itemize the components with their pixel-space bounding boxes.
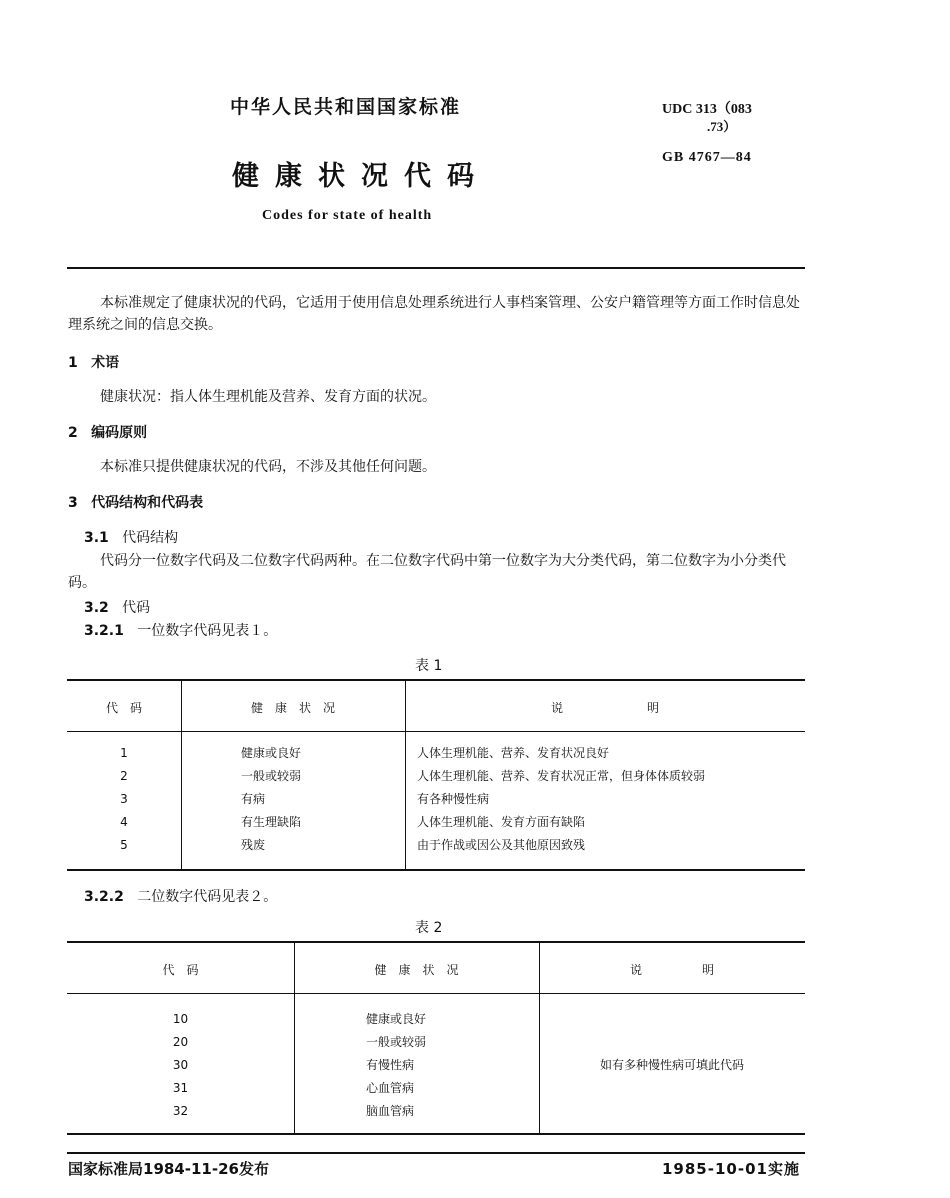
description-cell: 有各种慢性病 (417, 792, 490, 806)
state-cell: 有病 (241, 792, 266, 806)
table-row (67, 741, 805, 764)
section-title: 代码 (122, 600, 151, 616)
table-row (67, 833, 805, 856)
code-cell: 32 (172, 1103, 189, 1118)
column-header: 说 明 (550, 700, 659, 715)
section-1-text: 健康状况：指人体生理机能及营养、发育方面的状况。 (100, 389, 436, 405)
description-cell: 人体生理机能、营养、发育状况良好 (417, 746, 610, 760)
section-1-heading (68, 352, 806, 374)
state-cell: 脑血管病 (366, 1104, 415, 1118)
code-cell: 5 (120, 837, 128, 852)
section-3-1-text: 代码分一位数字代码及二位数字代码两种。在二位数字代码中第一位数字为大分类代码，第二位数字为小分类代码。 (68, 553, 786, 592)
gb-number: GB 4767—84 (662, 150, 752, 165)
section-title: 代码结构 (122, 530, 179, 546)
state-cell: 健康或良好 (366, 1012, 427, 1026)
code-cell: 30 (172, 1057, 189, 1072)
state-cell: 一般或较弱 (366, 1035, 427, 1049)
table-1-bottom-rule (67, 869, 805, 871)
code-cell: 4 (120, 814, 128, 829)
description-cell: 由于作战或因公及其他原因致残 (417, 838, 586, 852)
section-3-2-2-heading (68, 886, 806, 908)
intro-paragraph: 本标准规定了健康状况的代码，它适用于使用信息处理系统进行人事档案管理、公安户籍管理等方面工作时信息处理系统之间的信息交换。 (68, 295, 800, 334)
state-cell: 残废 (241, 838, 266, 852)
section-title: 编码原则 (91, 425, 148, 441)
section-number: 3 (68, 495, 78, 511)
code-cell: 3 (120, 791, 128, 806)
section-2-heading (68, 422, 806, 444)
column-header: 代 码 (105, 700, 142, 715)
table-2 (67, 943, 805, 1122)
table-row (67, 810, 805, 833)
description-cell: 人体生理机能、营养、发育状况正常，但身体体质较弱 (417, 769, 706, 783)
table-header-row (67, 943, 805, 995)
section-3-heading (68, 492, 806, 514)
footer-rule (67, 1152, 805, 1154)
column-header: 健 康 状 况 (250, 700, 335, 715)
section-3-1-heading (68, 527, 806, 549)
section-2-text: 本标准只提供健康状况的代码，不涉及其他任何问题。 (100, 459, 436, 475)
state-cell: 心血管病 (366, 1081, 415, 1095)
column-header: 说 明 (629, 962, 714, 977)
section-3-2-1-heading (68, 620, 806, 642)
state-cell: 有生理缺陷 (241, 815, 302, 829)
header-rule (67, 267, 805, 269)
table-1-caption: 表 1 (415, 658, 443, 674)
table-1 (67, 681, 805, 856)
description-cell: 人体生理机能、发育方面有缺陷 (417, 815, 586, 829)
state-cell: 健康或良好 (241, 746, 302, 760)
section-title: 术语 (91, 355, 120, 371)
code-cell: 20 (172, 1034, 189, 1049)
section-number: 1 (68, 355, 78, 371)
description-cell: 如有多种慢性病可填此代码 (599, 1058, 744, 1072)
section-number: 3.2.2 (84, 889, 124, 905)
section-number: 2 (68, 425, 78, 441)
issue-date: 国家标准局1984-11-26发布 (68, 1160, 269, 1178)
table-2-caption: 表 2 (415, 920, 443, 936)
table-row (67, 764, 805, 787)
udc-code-line1: UDC 313（083 (662, 102, 752, 117)
code-cell: 2 (120, 768, 128, 783)
column-header: 代 码 (162, 962, 199, 977)
state-cell: 一般或较弱 (241, 769, 302, 783)
table-header-row (67, 681, 805, 733)
document-title: 健康状况代码 (232, 161, 490, 192)
section-3-2-heading (68, 597, 806, 619)
section-text: 二位数字代码见表２。 (137, 889, 278, 905)
table-row (67, 787, 805, 810)
standard-type: 中华人民共和国国家标准 (230, 96, 462, 118)
section-number: 3.1 (84, 530, 109, 546)
section-text: 一位数字代码见表１。 (137, 623, 278, 639)
section-title: 代码结构和代码表 (91, 495, 204, 511)
section-number: 3.2 (84, 600, 109, 616)
table-2-bottom-rule (67, 1133, 805, 1135)
code-cell: 1 (120, 745, 128, 760)
code-cell: 31 (172, 1080, 189, 1095)
code-cell: 10 (172, 1011, 189, 1026)
effective-date: 1985-10-01实施 (662, 1160, 800, 1178)
column-header: 健 康 状 况 (374, 962, 459, 977)
section-number: 3.2.1 (84, 623, 124, 639)
document-subtitle: Codes for state of health (262, 208, 433, 223)
state-cell: 有慢性病 (366, 1058, 415, 1072)
table-row (67, 1007, 805, 1030)
udc-code-line2: .73） (707, 119, 737, 134)
